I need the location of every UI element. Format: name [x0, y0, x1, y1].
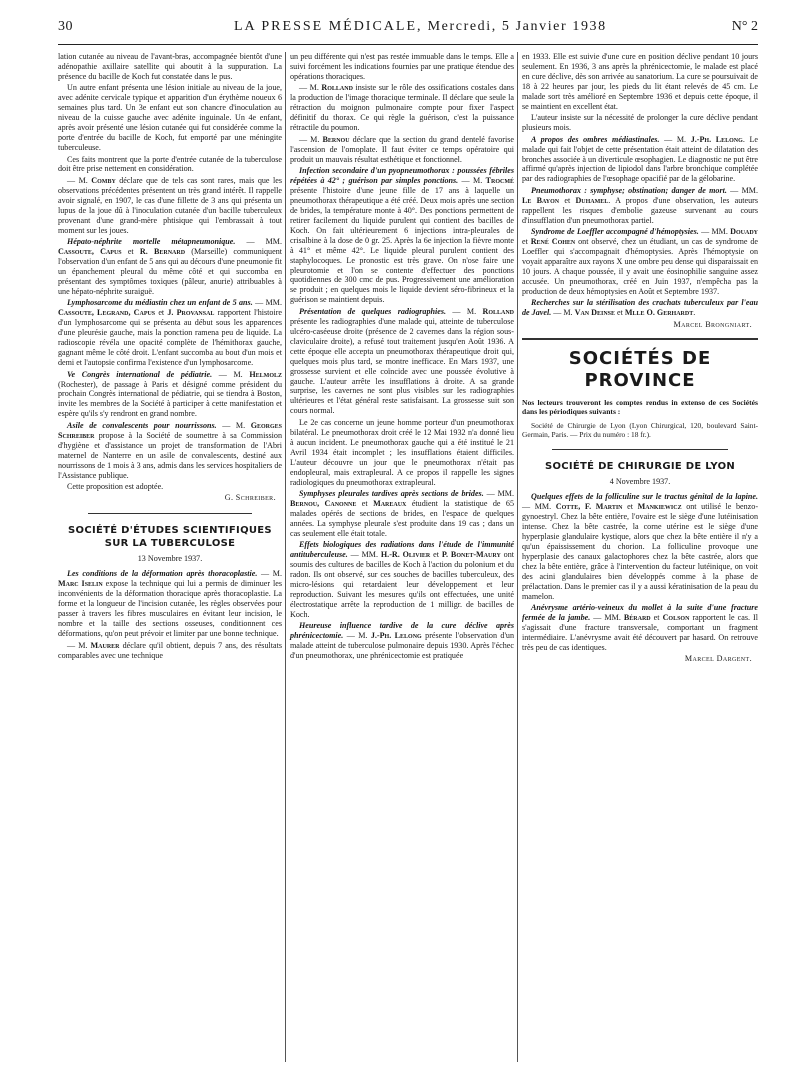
communication-title: Présentation de quelques radiographies. [299, 306, 447, 316]
paragraph [522, 135, 758, 185]
author-name: Maurer [90, 640, 120, 650]
paragraph [58, 421, 282, 481]
paragraph [58, 641, 282, 661]
body-text: (Marseille) communiquent l'observation d'un enfant de 5 ans qui au décours d'une pneumonie fit un épanchement pleural du même côté et qui succomba en présentant des symptômes toxiques (pâleur, anurie) attribuables à une hépato-néphrite suraiguë. [58, 247, 282, 296]
paragraph [522, 52, 758, 112]
session-date: 13 Novembre 1937. [137, 554, 203, 564]
text-run: — M. [216, 420, 251, 430]
periodical-notice: Société de Chirurgie de Lyon (Lyon Chirurgical, 120, boulevard Saint-Germain, Paris. — Prix du numéro : 18 fr.). [522, 421, 758, 440]
signature: Marcel Dargent. [684, 654, 752, 664]
signature: G. Schreiber. [224, 493, 276, 503]
text-run: et [430, 550, 442, 560]
paragraph [522, 492, 758, 601]
author-name: René Cohen [530, 237, 576, 247]
text-run: — M. [343, 631, 371, 641]
body-text: rapportent le cas. Il s'agissait d'une fracture transversale, comportant un fragment intermédiaire. L'anévrysme avait été découvert par hasard. On retrouve très peu de cas identiques. [522, 613, 758, 652]
text-run: — M. [257, 569, 282, 579]
body-text: (Rochester), de passage à Paris et désigné comme président du prochain Congrès international de pédiatrie, qui se tiendra à Boston, invite les membres de la Société à participer à cette manifestation et espère qu'ils s'y rendront en grand nombre. [58, 379, 282, 419]
author-name: Cotte, F. Martin [555, 502, 623, 512]
body-text: déclare qu'il obtient, depuis 7 ans, des résultats comparables avec une technique [58, 640, 282, 660]
author-name: Trocmé [485, 175, 514, 185]
session-date: 4 Novembre 1937. [609, 477, 671, 487]
author-name: J.-Ph. Lelong [690, 134, 743, 144]
body-text: Un autre enfant présenta une lésion initiale au niveau de la joue, avec adénite cervicale typique et apparition d'un érythème noueux 6 semaines plus tard. Un 3e enfant eut son chancre d'inoculation au niveau de la cuisse gauche avec adénite inguinale. Un 4e enfant, après avoir présenté une lésion cutanée qui fut considérée comme la porte d'entrée du bacille de Koch, fut emporté par une méningite tuberculeuse. [58, 83, 282, 153]
body-text: déclare que la section du grand dentelé favorise l'ascension de l'omoplate. Il faut éviter ce temps opératoire qui produit un mauvais résultat esthétique et fonctionnel. [290, 134, 514, 164]
signature: Marcel Brongniart. [673, 319, 752, 329]
paragraph [522, 227, 758, 297]
author-name: Rolland [482, 306, 514, 316]
body-text: étudient la statistique de 65 malades opérés de sections de brides, en l'espace de quelques années. La symphyse pleurale s'est produite dans 19 cas ; dans un cas seulement elle était totale. [290, 498, 514, 538]
journal-title [234, 16, 607, 38]
body-text: déclare que de tels cas sont rares, mais que les observations précédentes présentent un très grand intérêt. Il rappelle avoir signalé, en 1907, le cas d'une fillette de 3 ans qui présenta un lupus de la joue dû à l'inoculation cutanée d'un bacille tuberculeux provenant d'une grand-mère phtisique qui l'embrassait à tout moment sur les joues. [58, 175, 282, 235]
author-name: Comby [91, 175, 116, 185]
journal-name: LA PRESSE MÉDICALE, [234, 19, 423, 34]
paragraph [58, 176, 282, 236]
paragraph [290, 52, 514, 82]
author-name: Colson [662, 613, 690, 623]
body-text: . Le malade qui fait l'objet de cette présentation était atteint de dilatation des bronches associée à un diverticule œsophagien. Le diagnostic ne put être affirmé qu'après injection de lipiodol dans l'arbre bronchique complétée par des radiographies de l'œsophage opacifié par de la gélobarine. [522, 134, 759, 184]
body-text: présente l'observation d'un malade atteint de tuberculose pulmonaire depuis 1930. Après l'échec d'un pneumothorax, une phrénicectomie est pratiquée [290, 631, 515, 661]
body-text: Ces faits montrent que la porte d'entrée cutanée de la tuberculose doit être prise nettement en considération. [58, 154, 282, 174]
paragraph [290, 83, 514, 133]
text-run: et [522, 237, 531, 247]
paragraph [58, 569, 282, 639]
body-text: un peu différente qui n'est pas restée immuable dans le temps. Elle a suivi forcément les indications fournies par une pratique étendue des opérations thoraciques. [290, 52, 514, 81]
communication-title: Pneumothorax : symphyse; obstination; danger de mort. [531, 185, 727, 195]
author-name: Van Deinse [574, 308, 615, 318]
communication-title: Asile de convalescents pour nourrissons. [67, 420, 217, 430]
body-text: lation cutanée au niveau de l'avant-bras, accompagnée bientôt d'une adénopathie axillaire satellite qui aboutit à la suppuration. La présence du bacille de Koch fut constatée dans le pus. [58, 52, 282, 81]
society-heading: SOCIÉTÉ DE CHIRURGIE DE LYON [544, 461, 736, 473]
text-run: — MM. [698, 227, 731, 237]
author-name: Mareaux [373, 498, 407, 508]
body-text: . [693, 308, 696, 318]
body-text: en 1933. Elle est suivie d'une cure en position déclive pendant 10 jours seulement. En 1936, 3 ans après la phrénicectomie, le malade est placé en cure déclive, dès son arrivée au sanatorium. La cure se poursuivait de 18 à 22 heures par jour, les pieds du lit étant relevés de 45 cm. Le malade sort très amélioré en Septembre 1936 et depuis cette époque, il se maintient en excellent état. [522, 52, 758, 111]
author-name: Le Bayon [522, 195, 560, 205]
column-divider [517, 52, 518, 1062]
author-name: J.-Ph. Lelong [370, 631, 422, 641]
text-run: et [356, 498, 374, 508]
author-name: Cassoute, Capus [58, 247, 122, 257]
paragraph [58, 155, 282, 175]
communication-title: Recherches sur la stérilisation des crachats tuberculeux par l'eau de Javel. [522, 298, 758, 318]
text-run: — M. [299, 83, 322, 93]
paragraph [58, 237, 282, 297]
author-name: Rolland [321, 83, 353, 93]
text-run: et [615, 308, 625, 318]
author-name: Cassoute, Legrand, Capus [58, 308, 156, 318]
text-run: — M. [212, 369, 250, 379]
paragraph [290, 489, 514, 539]
section-rule [88, 513, 252, 514]
communication-title: Lymphosarcome du médiastin chez un enfant de 5 ans. [67, 298, 253, 308]
text-run: — M. [551, 308, 575, 318]
text-run: — MM. [726, 185, 758, 195]
author-name: Mlle O. Gerhardt [624, 308, 694, 318]
text-run: — MM. [347, 550, 381, 560]
body-text: ont utilisé le benzo-gynoestryl. Chez la bête entière, l'ovaire est le siège d'une lutéinisation intense. Chez la bête castrée, la corne utérine est le siège d'une hyperplasie glandulaire kystique, alors que chez la bête entière il n'y a qu'un épaississement du chorion. La folliculine provoque une hyperplasie des canaux galactophores chez la bête castrée, alors que chez la bête entière, grâce à l'intervention du facteur lutéinique, on voit des acini glandulaires bien développés comme à la phase de prélactation. Dans le premier cas il y a aussi kératinisation de la peau du mamelon. [522, 502, 759, 601]
column-divider [285, 52, 286, 1062]
author-name: Bernou, Canonne [290, 498, 357, 508]
text-run: et [622, 502, 638, 512]
author-name: R. Bernard [139, 247, 186, 257]
paragraph [522, 113, 758, 133]
paragraph [58, 482, 282, 492]
author-name: Douady [730, 227, 758, 237]
text-run: — MM. [235, 237, 282, 247]
body-text: insiste sur le rôle des ossifications costales dans la production de l'image thoracique terminale. Il déclare que seule la rétraction du moignon pulmonaire compte pour fixer l'aspect définitif du thorax. Ce qui règle la guérison, c'est la puissance rétractile du poumon. [290, 83, 514, 133]
column-1 [58, 52, 282, 662]
body-text: . A propos d'une observation, les auteurs rappellent les risques d'embolie gazeuse survenant au cours d'insufflation d'un pneumothorax partiel. [522, 195, 758, 225]
paragraph [290, 307, 514, 416]
column-2 [290, 52, 514, 663]
paragraph [290, 540, 514, 620]
intro-note: Nos lecteurs trouveront les comptes rendus in extenso de ces Sociétés dans les périodiques suivants : [522, 397, 758, 416]
section-rule [552, 449, 728, 450]
text-run: — M. [299, 134, 323, 144]
text-run: — M. [67, 640, 91, 650]
author-name: Helmolz [249, 369, 282, 379]
text-run: et [559, 195, 576, 205]
text-run: — MM. [590, 613, 624, 623]
communication-title: Anévrysme artério-veineux du mollet à la suite d'une fracture fermée de la jambe. [522, 603, 758, 623]
society-heading: SOCIÉTÉ D'ÉTUDES SCIENTIFIQUES SUR LA TUBERCULOSE [68, 525, 272, 550]
section-title: SOCIÉTÉS DE PROVINCE [568, 347, 712, 391]
author-name: Bérard [623, 613, 651, 623]
body-text: Cette proposition est adoptée. [67, 482, 164, 492]
author-name: Marc Iselin [58, 579, 103, 589]
body-text: propose à la Société de soumettre à sa Commission d'hygiène et d'assistance un projet de transformation de l'Abri maternel de Nanterre en un asile de convalescents, destiné aux nourrissons de 1 mois à 3 ans, admis dans les services hospitaliers de l'Assistance publique. [58, 430, 282, 480]
paragraph [522, 603, 758, 653]
communication-title: Syndrome de Loeffler accompagné d'hémoptysies. [531, 227, 699, 237]
body-text: Le 2e cas concerne un jeune homme porteur d'un pneumothorax bilatéral. Le pneumothorax droit créé le 12 Mai 1932 n'a donné lieu à aucun incident. Le pneumothorax gauche qui a été institué le 21 Avril 1934 était incomplet ; les insufflations étaient difficiles. L'auteur découvre un jour que le pneumothorax n'était pas endopleural, mais extrapleural. A ce propos il rappelle les signes radiologiques du pneumothorax extrapleural. [290, 417, 514, 487]
body-text: ont observé, chez un étudiant, un cas de syndrome de Loeffler qui s'accompagnait d'hémoptysies. Après l'hémoptysie on voyait apparaître aux rayons X une ombre peu dense qui disparaissait en 10 jours. A chaque poussée, il y avait une éosinophilie sanguine assez accusée. Un pneumothorax, créé en Juin 1937, n'empêcha pas la production de deux hémoptysies en Août et Septembre 1937. [522, 237, 758, 296]
paragraph [522, 186, 758, 226]
communication-title: Symphyses pleurales tardives après sections de brides. [299, 488, 484, 498]
running-header [58, 16, 758, 38]
paragraph [522, 298, 758, 318]
body-text: présente l'histoire d'une jeune fille de 17 ans à laquelle un pneumothorax thérapeutique a été créé. Deux mois après une section de brides, la température monte à 40°. Des ponctions permettent de retirer facilement du liquide purulent qui contient des bacilles de Koch. On fait ultérieurement 6 injections intra-pleurales de crisalbine à la dose de 0 gr. 25. Après la 6e injection la fièvre monte à 41° et même 42°. Le liquide pleural purulent contient des staphylocoques. Le pronostic est très grave. On n'ose faire une pleurotomie et l'on se contente d'effectuer des ponctions quotidiennes de 300 cmc de pus. Progressivement une amélioration se produit ; en quelques mois le liquide devient séro-fibrineux et la guérison se maintient depuis. [290, 185, 514, 305]
text-run: et [121, 247, 140, 257]
paragraph [58, 370, 282, 420]
text-run: — M. [446, 306, 483, 316]
header-rule [58, 44, 758, 45]
author-name: Georges Schreiber [58, 420, 283, 440]
page-number: 30 [58, 19, 73, 34]
author-name: H.-R. Olivier [380, 550, 431, 560]
text-run: — M. [67, 175, 92, 185]
text-run: — MM. [252, 298, 283, 308]
text-run: — MM. [522, 502, 556, 512]
paragraph [58, 83, 282, 153]
author-name: J. Provansal [167, 308, 215, 318]
column-3 [522, 52, 758, 667]
body-text: ont soumis des cultures de bacilles de Koch à l'action du polonium et du radon. Ils ont observé, sur ces souches de bacilles tuberculeux, des micro-lésions qui retardaient leur développement et leur reproduction. Suivant les mesures qu'ils ont effectuées, une unité électrostatique arrête la reproduction de 1 milligr. de bacilles de Koch. [290, 550, 514, 619]
text-run: — M. [458, 175, 486, 185]
communication-title: Hépato-néphrite mortelle métapneumonique. [67, 237, 236, 247]
author-name: Duhamel [575, 195, 609, 205]
paragraph [290, 418, 514, 488]
section-rule [522, 338, 758, 340]
communication-title: Les conditions de la déformation après thoracoplastie. [67, 569, 258, 579]
text-run: — M. [659, 134, 691, 144]
communication-title: Effets biologiques des radiations dans l'étude de l'immunité antituberculeuse. [290, 540, 514, 560]
author-name: Mankiewicz [637, 502, 682, 512]
body-text: rapportent l'histoire d'un lymphosarcome qui se présenta au début sous les apparences d'une pleurésie gauche, mais la ponction ramena peu de liquide. La radioscopie révéla une opacité complète de l'hémithorax gauche, gagnant même le côté droit. L'enfant succomba au bout d'un mois et demi et l'autopsie confirma l'existence d'un lymphosarcome. [58, 308, 282, 368]
body-text: L'auteur insiste sur la nécessité de prolonger la cure déclive pendant plusieurs mois. [522, 113, 758, 133]
communication-title: A propos des ombres médiastinales. [531, 134, 660, 144]
paragraph [58, 52, 282, 82]
body-text: présente les radiographies d'une malade qui, atteinte de tuberculose ulcéro-caséeuse droite (présence de 2 cavernes dans la région sous-claviculaire droite), a refusé tout traitement jusqu'en Août 1936. A cette époque elle accepta un pneumothorax thérapeutique droit qui, quelques mois plus tard, se montre inefficace. En Mars 1937, une grossesse survient et elle coïncide avec une poussée évolutive à gauche. L'auteur arrête les insufflations à droite. A sa grande surprise, les cavernes ne sont plus visibles sur les radiographies ultérieures et l'état général reste satisfaisant. La grossesse suit son cours normal. [290, 316, 514, 416]
paragraph [58, 298, 282, 368]
issue-date: Mercredi, 5 Janvier 1938 [427, 19, 607, 34]
communication-title: Infection secondaire d'un pyopneumothorax : poussées fébriles répétées à 42° ; guérison par simples ponctions. [290, 165, 514, 185]
text-run: — MM. [483, 488, 514, 498]
paragraph [290, 166, 514, 305]
body-text: expose la technique qui lui a permis de diminuer les inconvénients de la déformation thoracique après thoracoplastie. La forme et la longueur de l'incision cutanée, les règles observées pour passer à travers les fibres musculaires en évitant leur incision, le nombre et la taille des sections osseuses, conditionnent ces déformations, qu'on peut prévoir et limiter par une bonne technique. [58, 579, 282, 639]
author-name: P. Bonet-Maury [441, 550, 501, 560]
paragraph [290, 621, 514, 661]
issue-number: N° 2 [731, 19, 758, 34]
communication-title: Ve Congrès international de pédiatrie. [67, 369, 213, 379]
communication-title: Quelques effets de la folliculine sur le tractus génital de la lapine. [531, 492, 758, 502]
communication-title: Heureuse influence tardive de la cure déclive après phrénicectomie. [290, 621, 514, 641]
text-run: et [650, 613, 663, 623]
text-run: et [155, 308, 168, 318]
author-name: Bernou [322, 134, 350, 144]
paragraph [290, 135, 514, 165]
